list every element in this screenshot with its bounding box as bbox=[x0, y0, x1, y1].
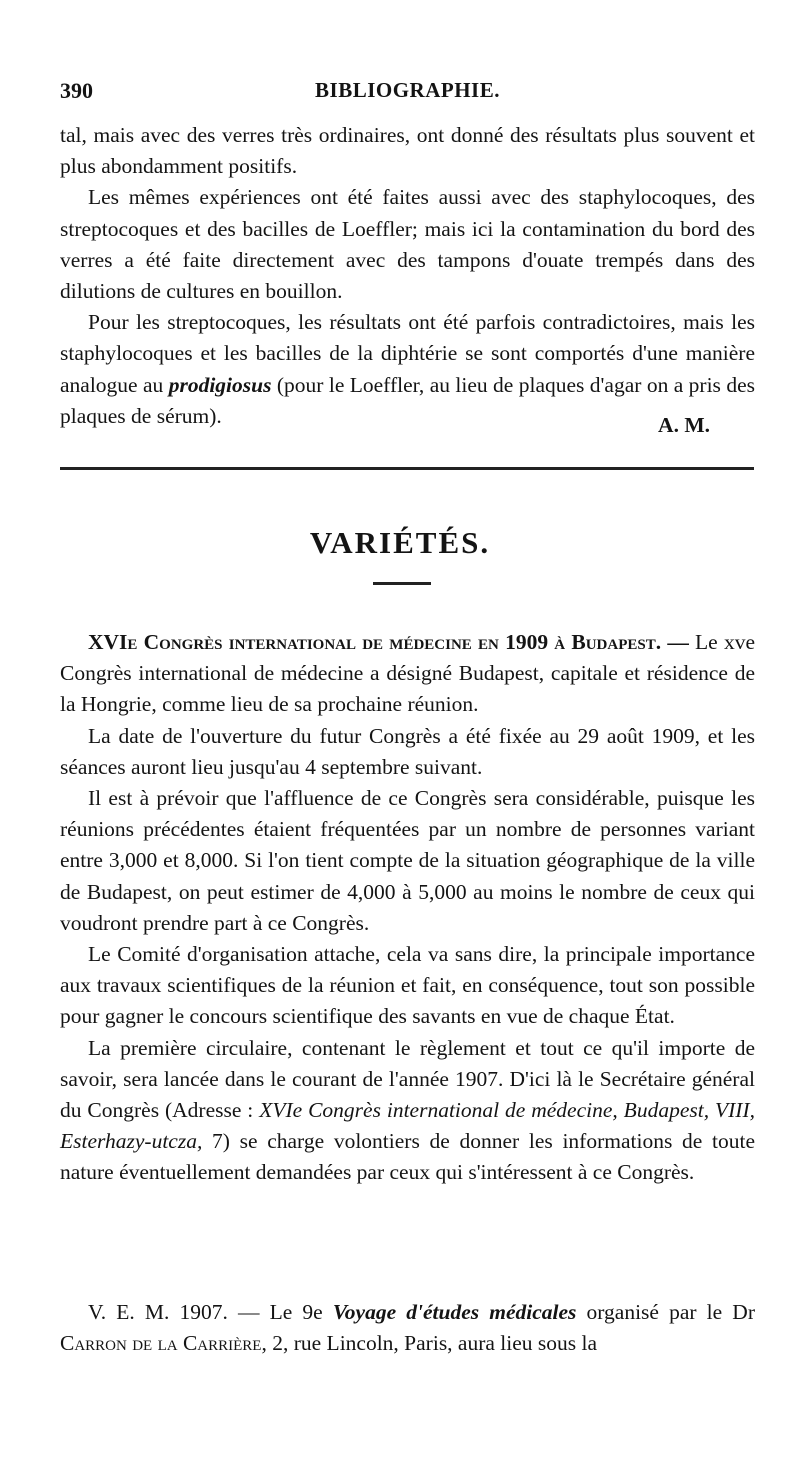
prodigiosus-term: prodigiosus bbox=[168, 372, 272, 397]
page-header bbox=[60, 78, 755, 106]
congress-paragraph-1 bbox=[60, 627, 755, 721]
section-title: VARIÉTÉS. bbox=[309, 525, 491, 560]
voyage-paragraph bbox=[60, 1297, 755, 1359]
congress-paragraph-4: Le Comité d'organisation attache, cela va sans dire, la principale importance aux travaux scientifiques de la réunion et fait, en conséquence, tout son possible pour gagner le concours scientifique des savants en vue de chaque État. bbox=[60, 942, 755, 1029]
voyage-text-a: V. E. M. 1907. — Le 9e bbox=[88, 1300, 333, 1324]
author-signature: A. M. bbox=[658, 413, 710, 437]
intro-paragraph-3 bbox=[60, 307, 755, 432]
congress-paragraph-1-text: Le xve Congrès international de médecine a désigné Budapest, capitale et résidence de la Hongrie, comme lieu de sa prochaine réunion. bbox=[60, 630, 755, 717]
congress-paragraph-5-text-b: 7) se charge volontiers de donner les informations de toute nature éventuellement demandées par ceux qui s'intéressent à ce Congrès. bbox=[60, 1129, 755, 1185]
intro-paragraph-3-text-b: (pour le Loeffler, au lieu de plaques d'agar on a pris des plaques de sérum). bbox=[60, 372, 755, 428]
intro-paragraph-3-text-a: Pour les streptocoques, les résultats ont été parfois contradictoires, mais les staphylocoques et les bacilles de la diphtérie se sont comportés d'une manière analogue au bbox=[60, 310, 755, 397]
congress-block bbox=[60, 627, 755, 1189]
congress-heading: XVIe Congrès international de médecine en 1909 à Budapest. — bbox=[88, 630, 689, 654]
organizer-name: Carron de la Carrière bbox=[60, 1331, 262, 1356]
section-divider bbox=[60, 467, 754, 470]
intro-block bbox=[60, 120, 755, 432]
voyage-text-b: organisé par le Dr bbox=[576, 1300, 755, 1324]
congress-paragraph-3: Il est à prévoir que l'affluence de ce Congrès sera considérable, puisque les réunions précédentes étaient fréquentées par un nombre de personnes variant entre 3,000 et 8,000. Si l'on tient compte de la situation géographique de la ville de Budapest, on peut estimer de 4,000 à 5,000 au moins le nombre de ceux qui voudront prendre part à ce Congrès. bbox=[60, 786, 755, 935]
congress-paragraph-2: La date de l'ouverture du futur Congrès a été fixée au 29 août 1909, et les séances auront lieu jusqu'au 4 septembre suivant. bbox=[60, 723, 755, 779]
title-underline bbox=[373, 582, 431, 585]
congress-paragraph-5 bbox=[60, 1033, 755, 1189]
intro-paragraph-1: tal, mais avec des verres très ordinaires, ont donné des résultats plus souvent et plus abondamment positifs. bbox=[60, 123, 755, 179]
running-head: BIBLIOGRAPHIE. bbox=[315, 78, 500, 102]
voyage-text-c: , 2, rue Lincoln, Paris, aura lieu sous la bbox=[261, 1331, 598, 1356]
congress-address: XVIe Congrès international de médecine, Budapest, VIII, Esterhazy-utcza, bbox=[60, 1098, 755, 1154]
voyage-title: Voyage d'études médicales bbox=[332, 1300, 577, 1324]
page-number: 390 bbox=[60, 78, 93, 103]
intro-paragraph-2: Les mêmes expériences ont été faites aussi avec des staphylocoques, des streptocoques et des bacilles de Loeffler; mais ici la contamination du bord des verres a été faite directement avec des tampons d'ouate trempés dans des dilutions de cultures en bouillon. bbox=[60, 185, 755, 304]
congress-paragraph-5-text-a: La première circulaire, contenant le règlement et tout ce qu'il importe de savoir, sera lancée dans le courant de l'année 1907. D'ici là le Secrétaire général du Congrès (Adresse : bbox=[60, 1035, 755, 1123]
voyage-block bbox=[60, 1297, 755, 1359]
